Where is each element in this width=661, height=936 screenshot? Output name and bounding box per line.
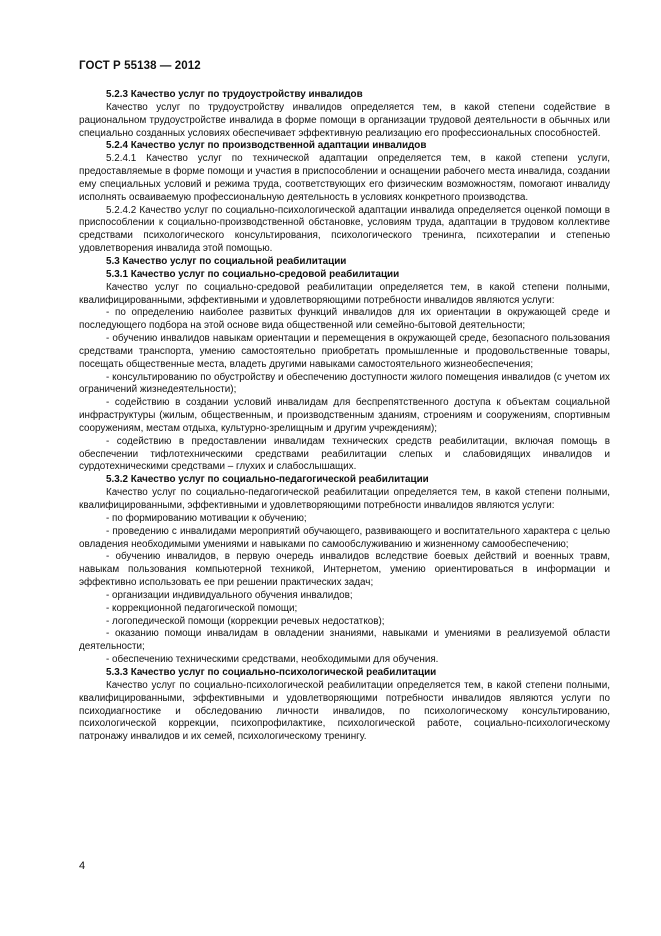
list-item: - обеспечению техническими средствами, необходимыми для обучения.: [106, 654, 439, 666]
list-item: - обучению инвалидов навыкам ориентации и перемещения в окружающей среде, безопасного пользования средствами транспорта, умению самостоятельно приобретать промышленные и продовольственные товары, посещать общественные места, владеть другими навыками самостоятельного жизнеобеспечения;: [79, 333, 610, 370]
section-heading: 5.3.3 Качество услуг по социально-психологической реабилитации: [106, 666, 437, 678]
list-item: - оказанию помощи инвалидам в овладении знаниями, навыками и умениями в реализуемой области деятельности;: [79, 628, 610, 653]
list-item: - консультированию по обустройству и обеспечению доступности жилого помещения инвалидов (с учетом их ограничений жизнедеятельности);: [79, 371, 610, 396]
list-item: - содействию в предоставлении инвалидам технических средств реабилитации, включая помощь в обеспечении тифлотехническими средствами реабилитации слепых и слабовидящих инвалидов и сурдотехническими средствами – глухих и слабослышащих.: [79, 435, 610, 473]
section-heading: 5.3.1 Качество услуг по социально-средовой реабилитации: [106, 268, 400, 280]
list-item: - содействию в создании условий инвалидам для беспрепятственного доступа к объектам социальной инфраструктуры (жилым, общественным, и производственным зданиям, строениям и сооружениям, спортивным сооружениям, местам отдыха, культурно-зрелищным и другим учреждениям);: [79, 397, 610, 434]
list-item: - по формированию мотивации к обучению;: [106, 512, 307, 524]
list-item: - организации индивидуального обучения инвалидов;: [106, 589, 353, 601]
paragraph: Качество услуг по социально-психологической реабилитации определяется тем, в какой степени полными, квалифицированными, эффективными и удовлетворяющими потребности инвалидов являются услуги по психодиагностике и обследованию личности инвалидов, по психологическому консультированию, психологической коррекции, психопрофилактике, психологической работе, социально-психологическому патронажу инвалидов и их семей, психологическому тренингу.: [79, 679, 610, 743]
paragraph: 5.2.4.2 Качество услуг по социально-психологической адаптации инвалида определяется оценкой помощи в приспособлении к социально-производственной обстановке, условиям труда, адаптации в трудовом коллективе средствами психологического консультирования, психологического тренинга, психотерапии и степенью удовлетворения инвалида этой помощью.: [79, 204, 610, 255]
page-body: [79, 89, 610, 744]
paragraph: 5.2.4.1 Качество услуг по технической адаптации определяется тем, в какой степени услуги, предоставляемые в форме помощи и участия в приспособлении и оснащении рабочего места инвалида, создании ему специальных условий и режима труда, соответствующих его физическим возможностям, помогают инвалиду исполнять осваиваемую профессиональную деятельность в условиях конкретного производства.: [79, 153, 610, 203]
list-item: - коррекционной педагогической помощи;: [106, 602, 298, 614]
list-item: - логопедической помощи (коррекции речевых недостатков);: [106, 615, 385, 627]
list-item: - проведению с инвалидами мероприятий обучающего, развивающего и воспитательного характера с целью овладения необходимыми умениями и навыками по самообслуживанию и жизненному самообеспечению;: [79, 525, 610, 550]
list-item: - по определению наиболее развитых функций инвалидов для их ориентации в окружающей среде и последующего подбора на этой основе вида общественной или семейно-бытовой деятельности;: [79, 307, 610, 332]
section-heading: 5.2.4 Качество услуг по производственной адаптации инвалидов: [106, 140, 427, 152]
page-number: 4: [79, 860, 86, 872]
paragraph: Качество услуг по социально-педагогической реабилитации определяется тем, в какой степени полными, квалифицированными, эффективными и удовлетворяющими потребности инвалидов являются услуги:: [79, 487, 610, 511]
paragraph: Качество услуг по социально-средовой реабилитации определяется тем, в какой степени полными, квалифицированными, эффективными и удовлетворяющими потребности инвалидов являются услуги:: [79, 281, 610, 306]
section-heading: 5.3.2 Качество услуг по социально-педагогической реабилитации: [106, 474, 429, 486]
list-item: - обучению инвалидов, в первую очередь инвалидов вследствие боевых действий и военных травм, навыкам пользования компьютерной техникой, Интернетом, умению ориентироваться в информации и эффективно использовать ее при решении практических задач;: [79, 551, 610, 589]
paragraph: Качество услуг по трудоустройству инвалидов определяется тем, в какой степени содействие в рациональном трудоустройстве инвалида в форме помощи в организации трудовой деятельности в обычных или специально созданных условиях обеспечивает эффективную реализацию его профессиональных способностей.: [79, 101, 610, 139]
section-heading: 5.3 Качество услуг по социальной реабилитации: [106, 255, 347, 267]
document-header: ГОСТ Р 55138 — 2012: [79, 60, 201, 72]
section-heading: 5.2.3 Качество услуг по трудоустройству инвалидов: [106, 89, 363, 100]
